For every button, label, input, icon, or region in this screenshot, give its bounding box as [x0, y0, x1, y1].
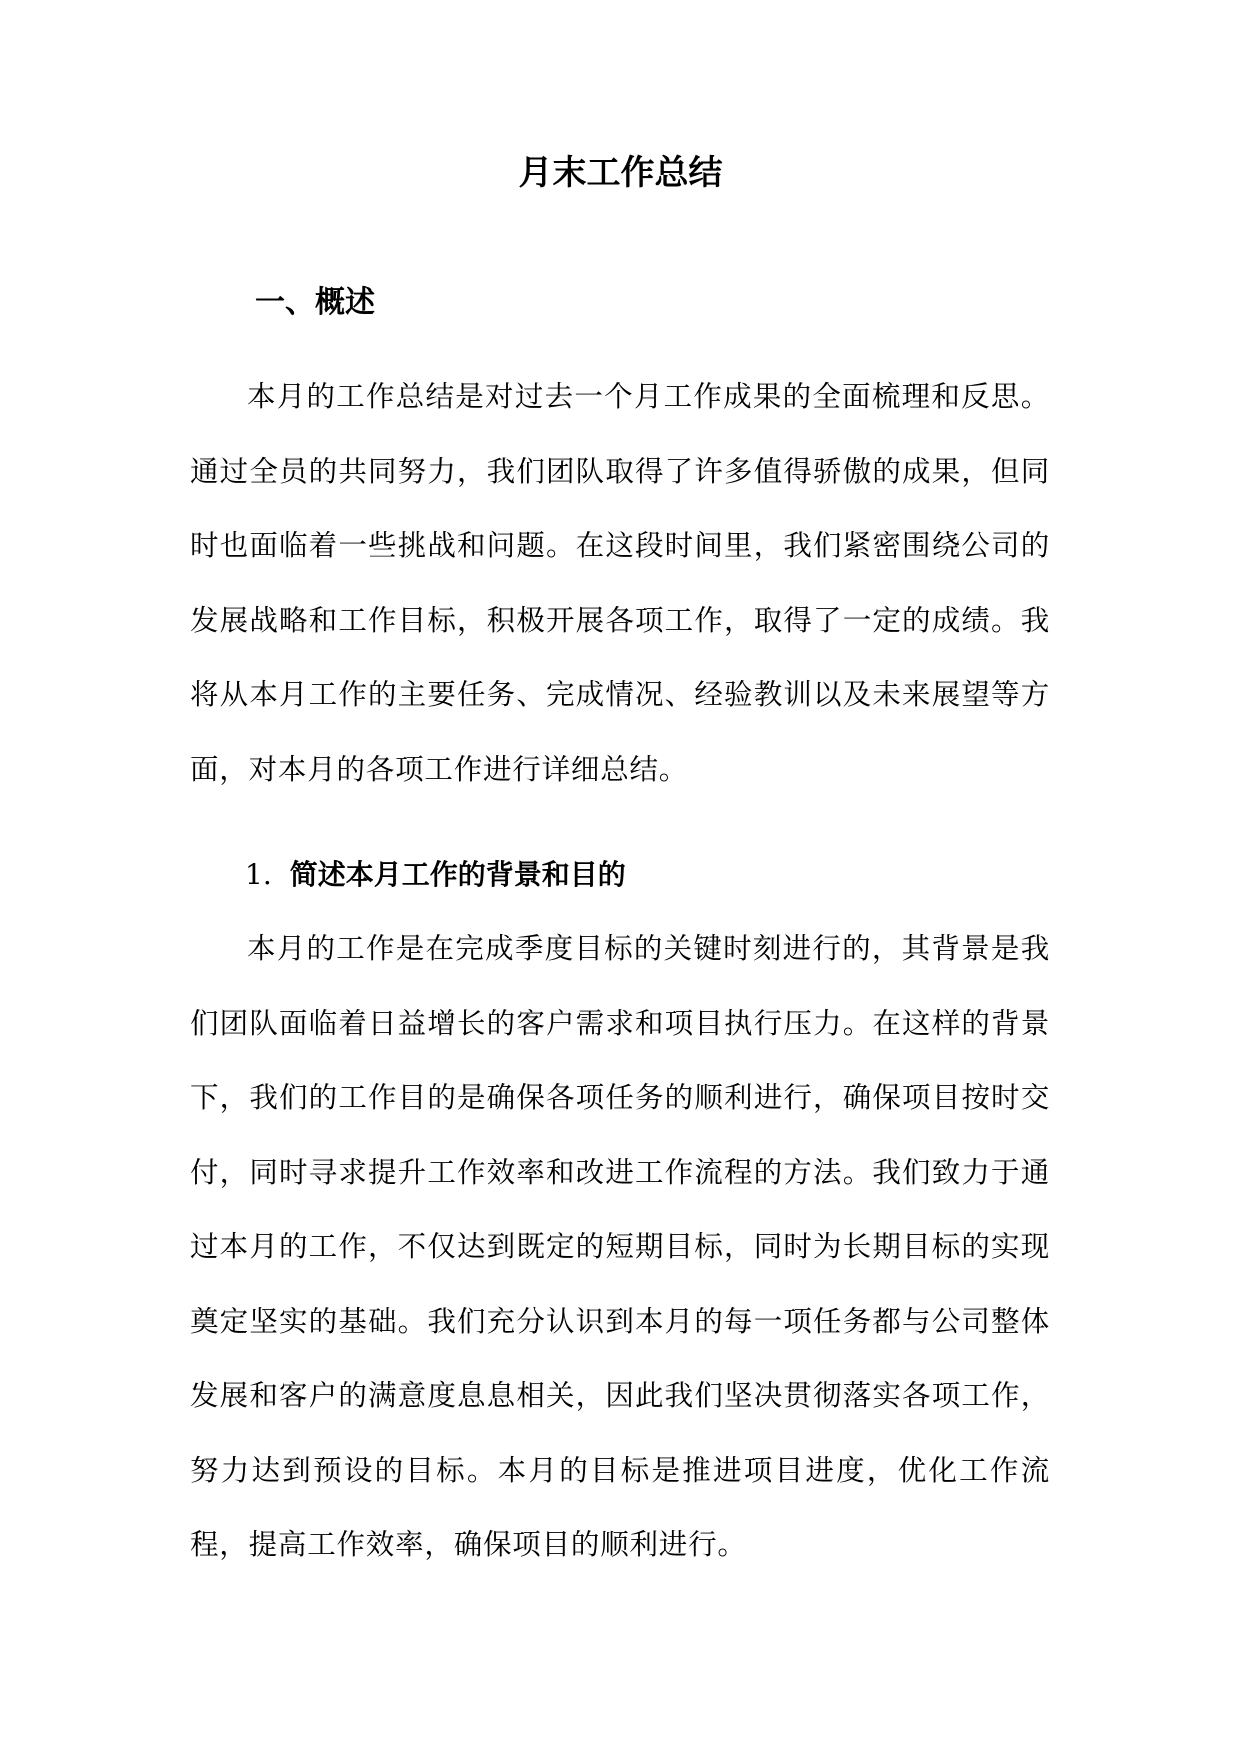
- subsection-title: 简述本月工作的背景和目的: [289, 858, 626, 891]
- overview-paragraph: 本月的工作总结是对过去一个月工作成果的全面梳理和反思。通过全员的共同努力，我们团队取得了许多值得骄傲的成果，但同时也面临着一些挑战和问题。在这段时间里，我们紧密围绕公司的发展战略和工作目标，积极开展各项工作，取得了一定的成绩。我将从本月工作的主要任务、完成情况、经验教训以及未来展望等方面，对本月的各项工作进行详细总结。: [190, 380, 1050, 786]
- subsection-heading-background: [245, 855, 626, 895]
- section-heading-overview: 一、概述: [255, 285, 375, 320]
- background-paragraph: 本月的工作是在完成季度目标的关键时刻进行的，其背景是我们团队面临着日益增长的客户需求和项目执行压力。在这样的背景下，我们的工作目的是确保各项任务的顺利进行，确保项目按时交付，同时寻求提升工作效率和改进工作流程的方法。我们致力于通过本月的工作，不仅达到既定的短期目标，同时为长期目标的实现奠定坚实的基础。我们充分认识到本月的每一项任务都与公司整体发展和客户的满意度息息相关，因此我们坚决贯彻落实各项工作，努力达到预设的目标。本月的目标是推进项目进度，优化工作流程，提高工作效率，确保项目的顺利进行。: [190, 932, 1050, 1561]
- subsection-number: 1.: [245, 858, 272, 891]
- document-title: 月末工作总结: [518, 153, 723, 193]
